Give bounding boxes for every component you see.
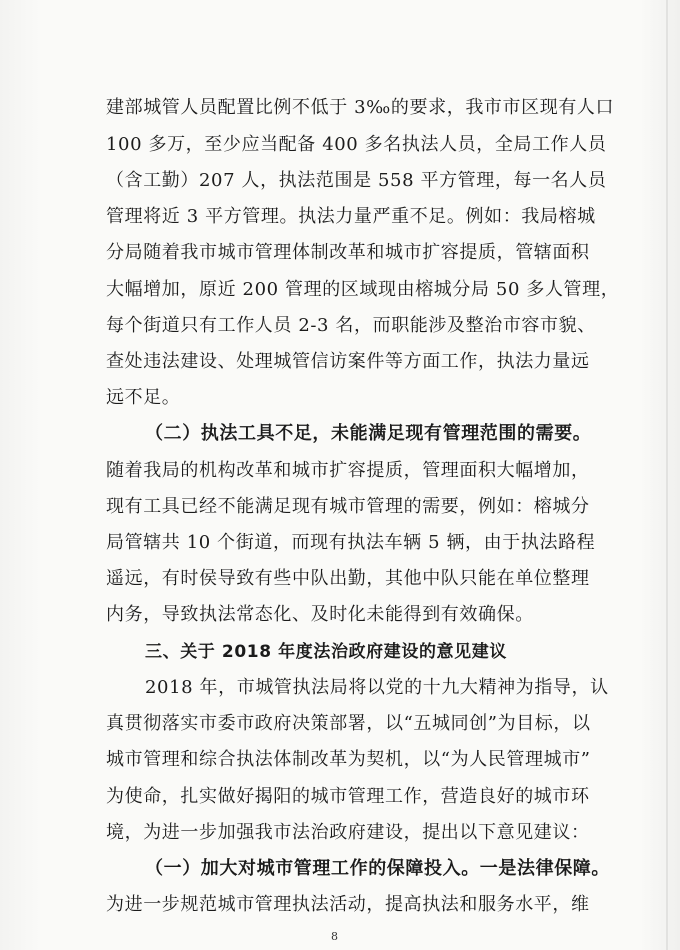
text-line: 局管辖共 10 个街道，而现有执法车辆 5 辆，由于执法路程 <box>106 532 596 553</box>
text-line: 分局随着我市城市管理体制改革和城市扩容提质，管辖面积 <box>106 242 590 263</box>
text-line: 为使命，扎实做好揭阳的城市管理工作，营造良好的城市环 <box>106 786 590 807</box>
page-number: 8 <box>331 930 338 943</box>
section-heading-suggestions: 三、关于 2018 年度法治政府建设的意见建议 <box>145 642 507 662</box>
text-line: （含工勤）207 人，执法范围是 558 平方管理，每一名人员 <box>106 170 607 191</box>
text-line: 2018 年，市城管执法局将以党的十九大精神为指导，认 <box>145 677 609 698</box>
text-line: 大幅增加，原近 200 管理的区域现由榕城分局 50 多人管理， <box>106 279 620 300</box>
text-line: 随着我局的机构改革和城市扩容提质，管理面积大幅增加， <box>106 460 590 481</box>
text-line: 内务，导致执法常态化、及时化未能得到有效确保。 <box>106 604 534 625</box>
text-line: 遥远，有时侯导致有些中队出勤，其他中队只能在单位整理 <box>106 568 590 589</box>
text-line: 境，为进一步加强我市法治政府建设，提出以下意见建议： <box>106 822 590 843</box>
text-line: 100 多万，至少应当配备 400 多名执法人员，全局工作人员 <box>106 134 607 155</box>
text-line: 城市管理和综合执法体制改革为契机，以“为人民管理城市” <box>106 749 591 770</box>
text-line: 查处违法建设、处理城管信访案件等方面工作，执法力量远 <box>106 351 590 372</box>
text-line: 现有工具已经不能满足现有城市管理的需要，例如：榕城分 <box>106 496 590 517</box>
text-line: 真贯彻落实市委市政府决策部署，以“五城同创”为目标，以 <box>106 713 591 734</box>
text-line: 每个街道只有工作人员 2-3 名，而职能涉及整治市容市貌、 <box>106 315 596 336</box>
text-line: 远不足。 <box>106 387 181 408</box>
subheading-tools-shortage: （二）执法工具不足，未能满足现有管理范围的需要。 <box>145 423 592 444</box>
subheading-investment: （一）加大对城市管理工作的保障投入。一是法律保障。 <box>145 858 610 879</box>
text-line: 建部城管人员配置比例不低于 3‰的要求，我市市区现有人口 <box>106 97 615 118</box>
text-line: 管理将近 3 平方管理。执法力量严重不足。例如：我局榕城 <box>106 206 596 227</box>
text-line: 为进一步规范城市管理执法活动，提高执法和服务水平，维 <box>106 894 590 915</box>
